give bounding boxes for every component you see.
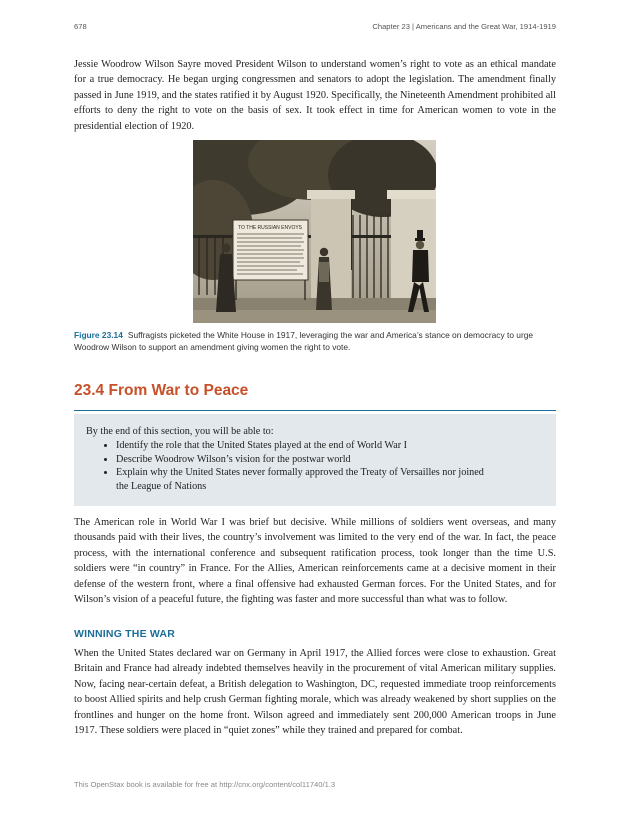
footer-note: This OpenStax book is available for free at http://cnx.org/content/col11740/1.3 xyxy=(74,780,336,789)
running-header xyxy=(74,22,556,34)
figure-caption-text: Suffragists picketed the White House in 1917, leveraging the war and America’s stance on democracy to urge Woodrow Wilson to support an amendment giving women the right to vote. xyxy=(74,330,534,352)
figure-label: Figure 23.14 xyxy=(74,330,123,340)
objective-item: • Explain why the United States never formally approved the Treaty of Versailles nor joined the League of Nations xyxy=(116,466,484,493)
objectives-intro: By the end of this section, you will be able to: xyxy=(86,426,274,437)
chapter-title: Chapter 23 | Americans and the Great War, 1914-1919 xyxy=(372,22,556,31)
learning-objectives-box xyxy=(74,414,556,506)
figure-caption xyxy=(74,330,556,353)
page-number: 678 xyxy=(74,22,87,31)
suffragist-photo-illustration xyxy=(193,140,436,323)
objective-item: • Identify the role that the United States played at the end of World War I xyxy=(116,439,484,452)
section-divider xyxy=(74,410,556,411)
subsection-heading: WINNING THE WAR xyxy=(74,628,175,640)
intro-paragraph: Jessie Woodrow Wilson Sayre moved President Wilson to understand women’s right to vote as an ethical mandate for a true democracy. He began urging congressmen and senators to adopt the legislation. The amendment finally passed in June 1919, and the states ratified it by August 1920. Specifically, the Nineteenth Amendment prohibited all efforts to deny the right to vote on the basis of sex. It took effect in time for American women to vote in the presidential election of 1920. xyxy=(74,59,556,132)
subsection-paragraph: When the United States declared war on Germany in April 1917, the Allied forces were close to exhaustion. Great Britain and France had already indebted themselves heavily in the procurement of vital American military supplies. Now, facing near-certain defeat, a British delegation to Washington, DC, requested immediate troop reinforcements to boost Allied spirits and help crush German fighting morale, which was already weakened by short supplies on the frontlines and hunger on the home front. Wilson agreed and immediately sent 200,000 American troops in June 1917. These soldiers were placed in “quiet zones” while they trained and prepared for combat. xyxy=(74,648,556,737)
objectives-list xyxy=(86,439,542,493)
sign-title: TO THE RUSSIAN ENVOYS xyxy=(238,225,302,231)
section-heading: 23.4 From War to Peace xyxy=(74,382,249,399)
figure-photo xyxy=(193,140,436,323)
section-body-paragraph: The American role in World War I was brief but decisive. While millions of soldiers went overseas, and many thousands paid with their lives, the country’s involvement was limited to the very end of the war. In fact, the peace process, with the international conference and subsequent ratification process, took longer than the time U.S. soldiers were “in country” in France. For the Allies, American reinforcements came at a decisive moment in their defense of the western front, where a final offensive had exhausted German forces. For the United States, and for Wilson’s vision of a peaceful future, the fighting was faster and more successful than what was to follow. xyxy=(74,517,556,606)
objective-item: • Describe Woodrow Wilson’s vision for the postwar world xyxy=(116,453,484,466)
